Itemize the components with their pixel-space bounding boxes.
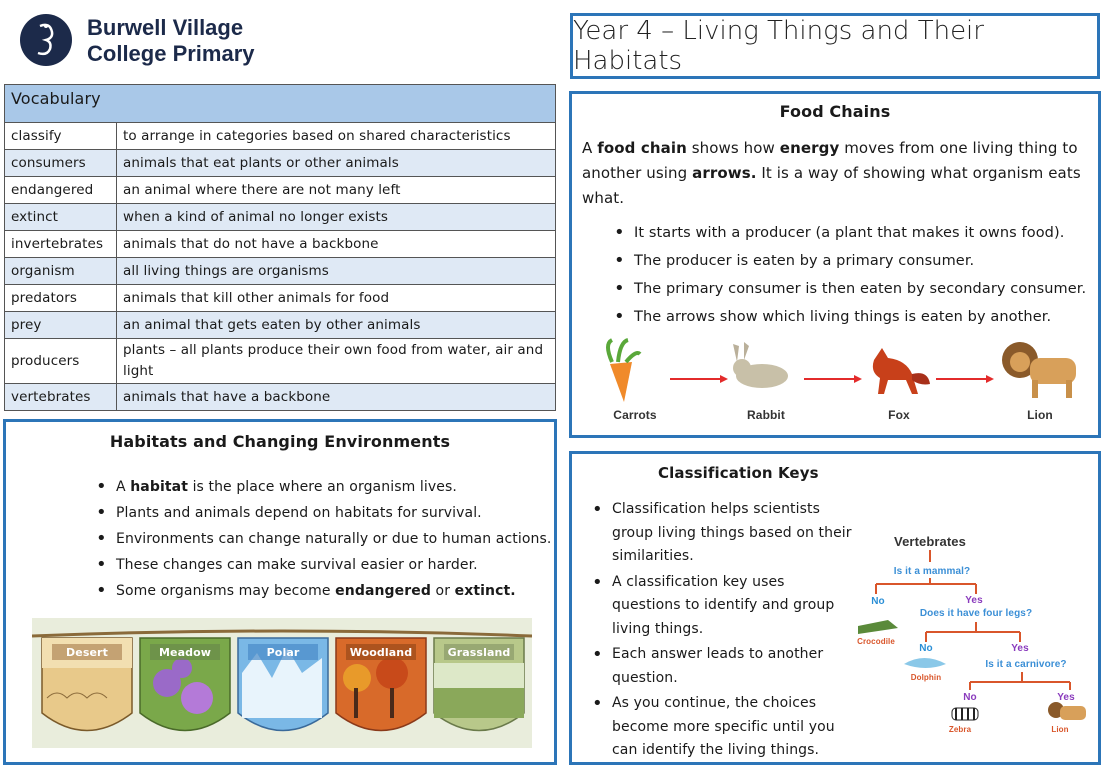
habitats-heading: Habitats and Changing Environments — [109, 432, 451, 451]
text: is the place where an organism lives. — [188, 479, 457, 495]
polar-flag — [238, 638, 328, 731]
table-row — [5, 285, 556, 312]
vocab-term: vertebrates — [5, 384, 117, 411]
tree-no-3: No — [963, 692, 977, 703]
vocab-term: producers — [5, 339, 117, 384]
text: A — [582, 139, 598, 157]
table-row — [5, 312, 556, 339]
tree-question-2: Does it have four legs? — [919, 608, 1033, 619]
list-item — [90, 578, 551, 604]
vocab-term: endangered — [5, 177, 117, 204]
table-row — [5, 204, 556, 231]
habitat-banner-image — [32, 618, 532, 748]
banner-label-woodland: Woodland — [349, 646, 413, 659]
carrot-icon — [608, 340, 640, 402]
desert-flag — [42, 638, 132, 731]
habitats-list — [90, 474, 551, 604]
vocab-term: consumers — [5, 150, 117, 177]
text: or — [431, 583, 455, 599]
banner-label-polar: Polar — [266, 646, 300, 659]
school-name-line1: Burwell Village — [87, 15, 244, 40]
banner-label-desert: Desert — [66, 646, 108, 659]
tree-root-label: Vertebrates — [894, 534, 966, 549]
tree-yes-1: Yes — [965, 595, 983, 606]
food-chain-diagram — [582, 334, 1087, 424]
food-chains-heading: Food Chains — [779, 102, 891, 121]
title-box — [570, 13, 1100, 79]
bold-text: arrows. — [692, 164, 757, 182]
food-chains-list — [608, 219, 1086, 331]
list-item: • The arrows show which living things is eaten by another. — [608, 303, 1086, 331]
vocabulary-table — [4, 84, 556, 411]
chain-label-rabbit: Rabbit — [747, 408, 785, 422]
tree-question-3: Is it a carnivore? — [985, 659, 1067, 670]
fox-icon — [873, 348, 930, 394]
vocab-definition: an animal where there are not many left — [117, 177, 556, 204]
vocab-definition: animals that have a backbone — [117, 384, 556, 411]
food-chains-intro — [582, 136, 1082, 211]
habitat-banner — [32, 618, 532, 748]
school-name-line2: College Primary — [87, 41, 255, 66]
meadow-flag — [140, 638, 230, 731]
rabbit-icon — [733, 342, 788, 388]
classification-section — [569, 451, 1101, 765]
list-item: • The primary consumer is then eaten by secondary consumer. — [608, 275, 1086, 303]
tree-no-2: No — [919, 643, 933, 654]
vocab-term: organism — [5, 258, 117, 285]
heron-logo-icon — [20, 14, 72, 66]
vocab-definition: all living things are organisms — [117, 258, 556, 285]
school-logo — [20, 14, 72, 66]
text: A — [116, 479, 131, 495]
tree-yes-2: Yes — [1011, 643, 1029, 654]
classification-heading: Classification Keys — [658, 464, 819, 482]
table-row — [5, 339, 556, 384]
vocab-definition: animals that kill other animals for food — [117, 285, 556, 312]
list-item: • Environments can change naturally or due to human actions. — [90, 526, 551, 552]
table-row — [5, 150, 556, 177]
leaf-zebra: Zebra — [948, 725, 972, 734]
chain-label-carrots: Carrots — [613, 408, 657, 422]
list-item: • As you continue, the choices become more specific until you can identify the living things. — [586, 692, 856, 763]
vocab-definition: to arrange in categories based on shared characteristics — [117, 123, 556, 150]
classification-key-diagram — [856, 522, 1092, 742]
vocab-definition: animals that eat plants or other animals — [117, 150, 556, 177]
list-item: • Classification helps scientists group living things based on their similarities. — [586, 498, 856, 569]
bold-text: extinct. — [454, 583, 516, 599]
page-title: Year 4 – Living Things and Their Habitats — [573, 16, 984, 76]
woodland-flag — [336, 638, 426, 731]
banner-label-meadow: Meadow — [158, 646, 212, 659]
chain-label-fox: Fox — [888, 408, 910, 422]
bold-text: habitat — [130, 479, 189, 495]
vocab-definition: animals that do not have a backbone — [117, 231, 556, 258]
vocab-definition: an animal that gets eaten by other animals — [117, 312, 556, 339]
zebra-icon — [952, 708, 978, 720]
list-item: • Plants and animals depend on habitats for survival. — [90, 500, 551, 526]
table-row — [5, 177, 556, 204]
lion-icon — [1002, 342, 1076, 398]
bold-text: food chain — [597, 139, 687, 157]
vocab-term: extinct — [5, 204, 117, 231]
banner-label-grassland: Grassland — [447, 646, 511, 659]
list-item: • Each answer leads to another question. — [586, 643, 856, 690]
bold-text: endangered — [335, 583, 431, 599]
list-item: • It starts with a producer (a plant that makes it owns food). — [608, 219, 1086, 247]
vocab-definition: when a kind of animal no longer exists — [117, 204, 556, 231]
text: It is a way of showing what organism eats what. — [582, 164, 1081, 207]
tree-yes-3: Yes — [1057, 692, 1075, 703]
grassland-flag — [434, 638, 524, 731]
table-row — [5, 384, 556, 411]
list-item: • A classification key uses questions to identify and group living things. — [586, 571, 856, 642]
tree-question-1: Is it a mammal? — [893, 566, 971, 577]
vocab-term: predators — [5, 285, 117, 312]
leaf-lion: Lion — [1051, 725, 1069, 734]
vocab-term: classify — [5, 123, 117, 150]
school-name — [87, 15, 255, 67]
list-item: • The producer is eaten by a primary consumer. — [608, 247, 1086, 275]
food-chains-section — [569, 91, 1101, 438]
list-item: • These changes can make survival easier or harder. — [90, 552, 551, 578]
text: moves from one living thing to another using — [582, 139, 1078, 182]
bold-text: energy — [779, 139, 840, 157]
vocab-definition: plants – all plants produce their own food from water, air and light — [117, 339, 556, 384]
habitats-section — [3, 419, 557, 765]
vocabulary-heading: Vocabulary — [5, 85, 556, 123]
table-row — [5, 231, 556, 258]
vocab-term: prey — [5, 312, 117, 339]
tree-no-1: No — [871, 596, 885, 607]
chain-label-lion: Lion — [1027, 408, 1053, 422]
list-item — [90, 474, 551, 500]
leaf-dolphin: Dolphin — [910, 673, 942, 682]
classification-list — [586, 498, 856, 765]
leaf-crocodile: Crocodile — [857, 637, 895, 646]
table-row — [5, 123, 556, 150]
text: Some organisms may become — [116, 583, 336, 599]
text: shows how — [686, 139, 780, 157]
vocab-term: invertebrates — [5, 231, 117, 258]
table-row — [5, 258, 556, 285]
